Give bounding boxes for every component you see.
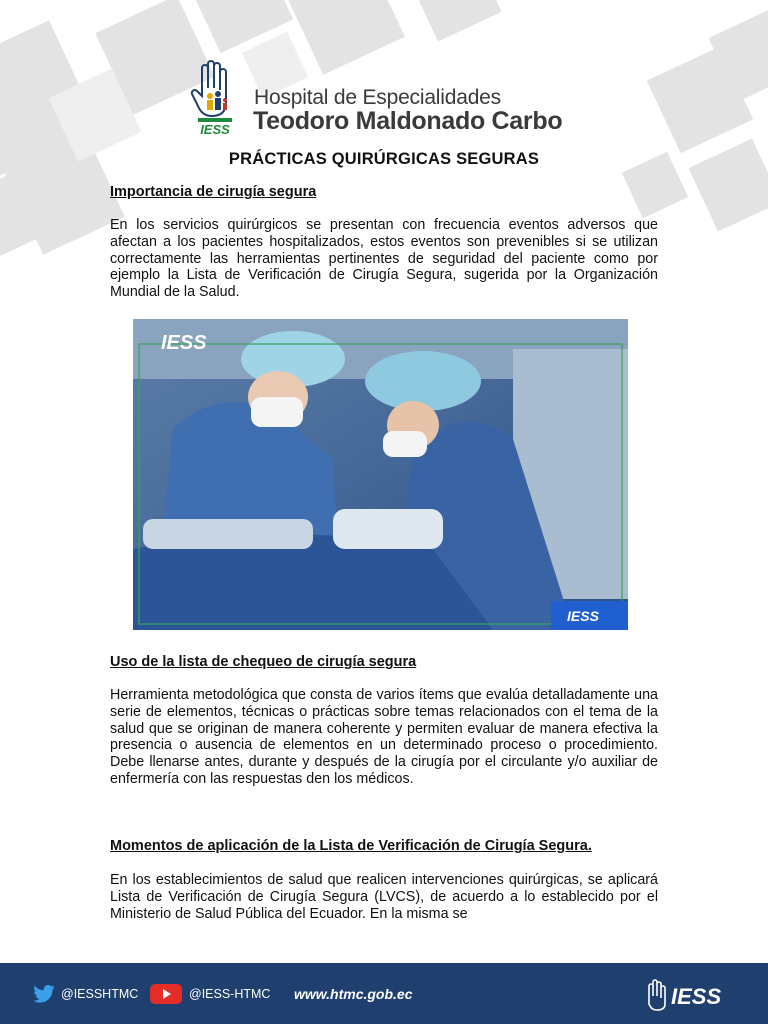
- twitter-handle: @IESSHTMC: [61, 986, 139, 1001]
- iess-logo: [645, 974, 739, 1014]
- section-heading-importancia: Importancia de cirugía segura: [110, 184, 317, 200]
- section-heading-momentos: Momentos de aplicación de la Lista de Verificación de Cirugía Segura.: [110, 838, 592, 854]
- page-title: PRÁCTICAS QUIRÚRGICAS SEGURAS: [228, 150, 540, 168]
- surgery-photo: [133, 319, 628, 630]
- hospital-header: [190, 58, 590, 138]
- section-body-momentos: En los establecimientos de salud que realicen intervenciones quirúrgicas, se aplicará Lista de Verificación de Cirugía Segura (LVCS), de acuerdo a lo establecido por el Ministerio de Salud Pública del Ecuador. En la misma se: [110, 872, 658, 922]
- svg-text:IESS: IESS: [671, 983, 722, 1009]
- svg-text:IESS: IESS: [200, 122, 230, 137]
- section-heading-uso: Uso de la lista de chequeo de cirugía segura: [110, 654, 417, 670]
- footer-bar: [0, 963, 768, 1024]
- twitter-icon: [33, 985, 55, 1003]
- footer-youtube[interactable]: [150, 963, 270, 1024]
- footer-website-link[interactable]: www.htmc.gob.ec: [294, 985, 413, 1002]
- photo-watermark-bottom: IESS: [567, 608, 599, 624]
- youtube-handle: @IESS-HTMC: [189, 986, 271, 1001]
- youtube-icon: [150, 984, 182, 1004]
- section-body-uso: Herramienta metodológica que consta de varios ítems que evalúa detalladamente una serie de elementos, técnicas o prácticas sobre temas relacionados con el tema de la salud que se originan de manera coherente y permiten evaluar de manera efectiva la presencia o ausencia de elementos en un determinado proceso o procedimiento. Debe llenarse antes, durante y después de la cirugía por el circulante y/o auxiliar de enfermería con las respuestas den los médicos.: [110, 687, 658, 787]
- photo-watermark-top: IESS: [161, 332, 207, 354]
- footer-twitter[interactable]: [33, 963, 138, 1024]
- iess-hand-logo: [190, 58, 240, 138]
- hospital-name-line2: Teodoro Maldonado Carbo: [253, 107, 563, 135]
- section-body-importancia: En los servicios quirúrgicos se presentan con frecuencia eventos adversos que afectan a los pacientes hospitalizados, estos eventos son prevenibles si se utilizan correctamente las herramientas pertinentes de seguridad del paciente como por ejemplo la Lista de Verificación de Cirugía Segura, sugerida por la Organización Mundial de la Salud.: [110, 217, 658, 301]
- surgery-photo-illustration: [133, 319, 628, 630]
- hospital-name-line1: Hospital de Especialidades: [254, 86, 501, 109]
- footer-iess-logo: [645, 963, 739, 1024]
